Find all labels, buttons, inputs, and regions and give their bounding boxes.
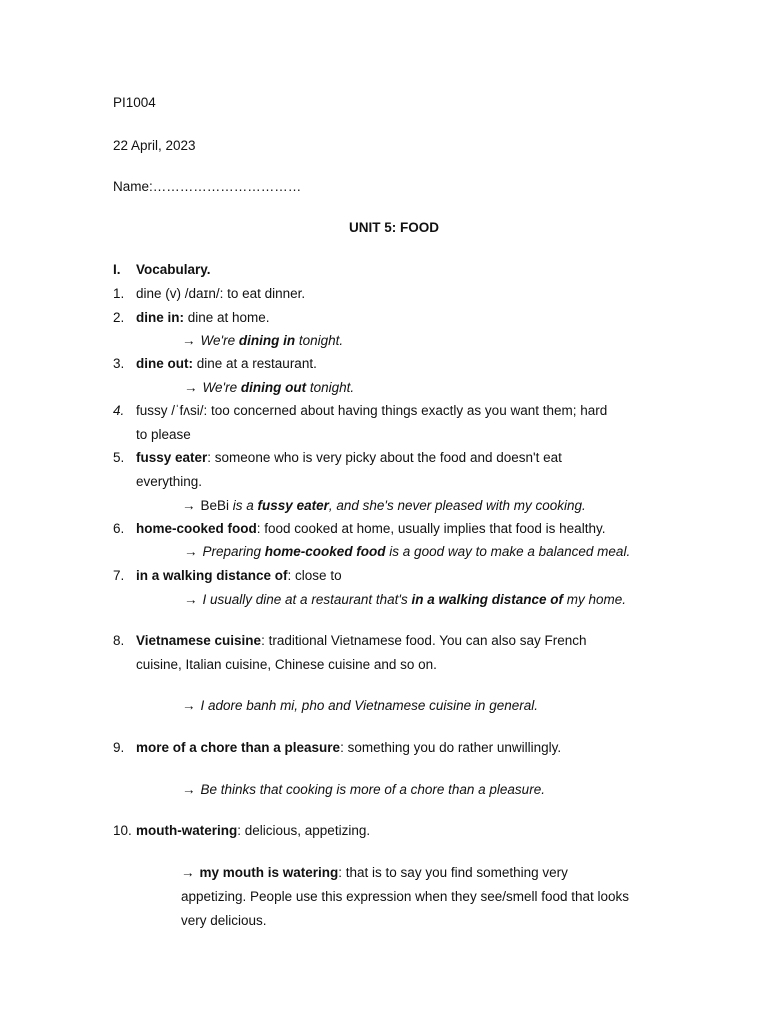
example-text: is a good way to make a balanced meal.	[385, 544, 631, 559]
example-continuation: appetizing. People use this expression when they see/smell food that looks	[181, 889, 630, 904]
item-number: 5.	[113, 450, 125, 465]
example-text: BeBi	[200, 498, 233, 513]
item-number: 6.	[113, 521, 125, 536]
example-continuation: very delicious.	[181, 913, 267, 928]
vocab-entry-continuation: to please	[136, 427, 191, 442]
vocab-term: dine out:	[136, 356, 193, 371]
item-number: 8.	[113, 633, 125, 648]
item-number: 1.	[113, 286, 125, 301]
item-number: 4.	[113, 403, 125, 418]
vocab-entry	[136, 567, 342, 585]
example-keyword: in a walking distance of	[411, 592, 563, 607]
section-heading: Vocabulary.	[136, 262, 211, 277]
vocab-entry: fussy /ˈfʌsi/: too concerned about having things exactly as you want them; hard	[136, 403, 608, 418]
vocab-term: dine in:	[136, 310, 184, 325]
vocab-term: in a walking distance of	[136, 568, 288, 583]
example-keyword: fussy eater	[257, 498, 329, 513]
example-sentence	[182, 781, 545, 799]
example-text: , and she's never pleased with my cooking.	[328, 498, 586, 513]
item-number: 3.	[113, 356, 125, 371]
page-title: UNIT 5: FOOD	[349, 220, 439, 235]
example-text: We're	[200, 333, 239, 348]
course-code: PI1004	[113, 95, 156, 110]
vocab-entry: dine (v) /daɪn/: to eat dinner.	[136, 286, 306, 301]
example-keyword: my mouth is watering	[199, 865, 339, 880]
arrow-icon: →	[184, 592, 198, 607]
example-keyword: home-cooked food	[264, 544, 386, 559]
vocab-term: fussy eater	[136, 450, 208, 465]
example-keyword: dining in	[238, 333, 296, 348]
item-number: 10.	[113, 823, 132, 838]
arrow-icon: →	[184, 380, 198, 395]
vocab-entry	[136, 355, 317, 373]
arrow-icon: →	[182, 333, 196, 348]
example-sentence	[182, 497, 586, 515]
example-text: tonight.	[306, 380, 355, 395]
example-text: We're	[202, 380, 241, 395]
item-number: 2.	[113, 310, 125, 325]
example-sentence	[184, 591, 626, 609]
example-sentence	[182, 332, 343, 350]
vocab-entry	[136, 449, 562, 467]
vocab-definition: : close to	[287, 568, 342, 583]
example-text: Preparing	[202, 544, 265, 559]
example-text: is a	[232, 498, 258, 513]
vocab-term: mouth-watering	[136, 823, 238, 838]
example-text: tonight.	[295, 333, 344, 348]
vocab-term: home-cooked food	[136, 521, 257, 536]
arrow-icon: →	[184, 544, 198, 559]
example-sentence	[184, 543, 630, 561]
vocab-entry	[136, 739, 561, 757]
item-number: 9.	[113, 740, 125, 755]
vocab-entry-continuation: everything.	[136, 474, 203, 489]
arrow-icon: →	[182, 782, 196, 797]
vocab-definition: : food cooked at home, usually implies that food is healthy.	[256, 521, 606, 536]
document-date: 22 April, 2023	[113, 138, 196, 153]
example-sentence	[182, 697, 538, 715]
vocab-definition: dine at home.	[184, 310, 270, 325]
vocab-term: Vietnamese cuisine	[136, 633, 262, 648]
example-text: : that is to say you find something very	[338, 865, 568, 880]
vocab-definition: : traditional Vietnamese food. You can also say French	[261, 633, 587, 648]
vocab-entry	[136, 520, 605, 538]
vocab-entry	[136, 309, 270, 327]
vocab-entry	[136, 822, 370, 840]
item-number: 7.	[113, 568, 125, 583]
vocab-definition: : delicious, appetizing.	[237, 823, 371, 838]
vocab-definition: : someone who is very picky about the food and doesn't eat	[207, 450, 562, 465]
vocab-definition: dine at a restaurant.	[193, 356, 317, 371]
example-text: I adore banh mi, pho and Vietnamese cuisine in general.	[200, 698, 538, 713]
example-text: I usually dine at a restaurant that's	[202, 592, 412, 607]
arrow-icon: →	[182, 498, 196, 513]
arrow-icon: →	[182, 698, 196, 713]
vocab-definition: : something you do rather unwillingly.	[340, 740, 562, 755]
example-sentence	[184, 379, 354, 397]
example-text: my home.	[563, 592, 627, 607]
vocab-entry-continuation: cuisine, Italian cuisine, Chinese cuisine and so on.	[136, 657, 437, 672]
vocab-term: more of a chore than a pleasure	[136, 740, 341, 755]
example-keyword: dining out	[240, 380, 307, 395]
example-sentence	[181, 864, 568, 882]
name-field: Name:……………………………	[113, 179, 302, 194]
example-text: Be thinks that cooking is more of a chore than a pleasure.	[200, 782, 545, 797]
vocab-entry	[136, 632, 587, 650]
arrow-icon: →	[181, 865, 195, 880]
section-numeral: I.	[113, 262, 121, 277]
